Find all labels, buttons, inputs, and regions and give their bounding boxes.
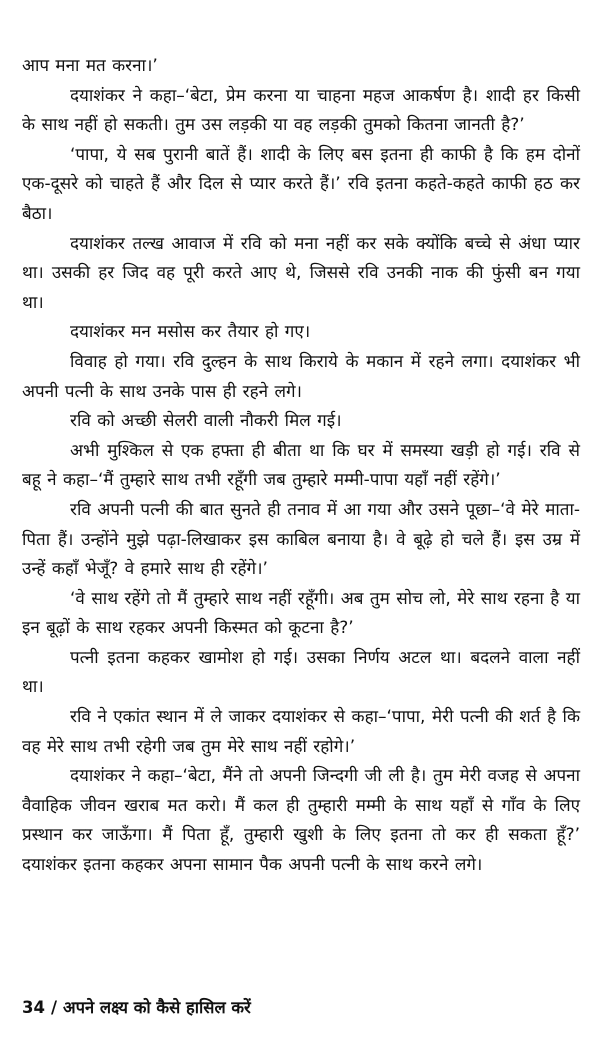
page-number: 34: [22, 998, 45, 1017]
paragraph: रवि को अच्छी सेलरी वाली नौकरी मिल गई।: [70, 411, 342, 432]
paragraph: आप मना मत करना।’: [22, 56, 158, 76]
footer-separator: /: [50, 998, 57, 1017]
page-body: [22, 52, 580, 881]
page-footer: [22, 996, 251, 1020]
paragraph: दयाशंकर ने कहा–‘बेटा, मैंने तो अपनी जिन्दगी जी ली है। तुम मेरी वजह से अपना वैवाहिक जीवन खराब मत करो। मैं कल ही तुम्हारी मम्मी के साथ यहाँ से गाँव के लिए प्रस्थान कर जाऊँगा। मैं पिता हूँ, तुम्हारी खुशी के लिए इतना तो कर ही सकता हूँ?’ दयाशंकर इतना कहकर अपना सामान पैक अपनी पत्नी के साथ करने लगे।: [22, 766, 580, 876]
paragraph: अभी मुश्किल से एक हफ्ता ही बीता था कि घर में समस्या खड़ी हो गई। रवि से बहू ने कहा–‘मैं तुम्हारे साथ तभी रहूँगी जब तुम्हारे मम्मी-पापा यहाँ नहीं रहेंगे।’: [22, 440, 580, 491]
paragraph: ‘वे साथ रहेंगे तो मैं तुम्हारे साथ नहीं रहूँगी। अब तुम सोच लो, मेरे साथ रहना है या इन बूढ़ों के साथ रहकर अपनी किस्मत को कूटना है?’: [22, 588, 580, 639]
paragraph: दयाशंकर मन मसोस कर तैयार हो गए।: [70, 322, 311, 343]
paragraph: पत्नी इतना कहकर खामोश हो गई। उसका निर्णय अटल था। बदलने वाला नहीं था।: [22, 647, 580, 698]
paragraph: रवि ने एकांत स्थान में ले जाकर दयाशंकर से कहा–‘पापा, मेरी पत्नी की शर्त है कि वह मेरे साथ तभी रहेगी जब तुम मेरे साथ नहीं रहोगे।’: [22, 707, 580, 757]
paragraph: रवि अपनी पत्नी की बात सुनते ही तनाव में आ गया और उसने पूछा–‘वे मेरे माता-पिता हैं। उन्होंने मुझे पढ़ा-लिखाकर इस काबिल बनाया है। वे बूढ़े हो चले हैं। इस उम्र में उन्हें कहाँ भेजूँ? वे हमारे साथ ही रहेंगे।’: [22, 499, 580, 580]
paragraph: ‘पापा, ये सब पुरानी बातें हैं। शादी के लिए बस इतना ही काफी है कि हम दोनों एक-दूसरे को चाहते हैं और दिल से प्यार करते हैं।’ रवि इतना कहते-कहते काफी हठ कर बैठा।: [22, 144, 580, 224]
paragraph: विवाह हो गया। रवि दुल्हन के साथ किराये के मकान में रहने लगा। दयाशंकर भी अपनी पत्नी के साथ उनके पास ही रहने लगे।: [22, 351, 580, 402]
paragraph: दयाशंकर ने कहा–‘बेटा, प्रेम करना या चाहना महज आकर्षण है। शादी हर किसी के साथ नहीं हो सकती। तुम उस लड़की या वह लड़की तुमको कितना जानती है?’: [22, 85, 580, 136]
paragraph: दयाशंकर तल्ख आवाज में रवि को मना नहीं कर सके क्योंकि बच्चे से अंधा प्यार था। उसकी हर जिद वह पूरी करते आए थे, जिससे रवि उनकी नाक की फुंसी बन गया था।: [22, 233, 580, 313]
book-title: अपने लक्ष्य को कैसे हासिल करें: [63, 998, 251, 1017]
